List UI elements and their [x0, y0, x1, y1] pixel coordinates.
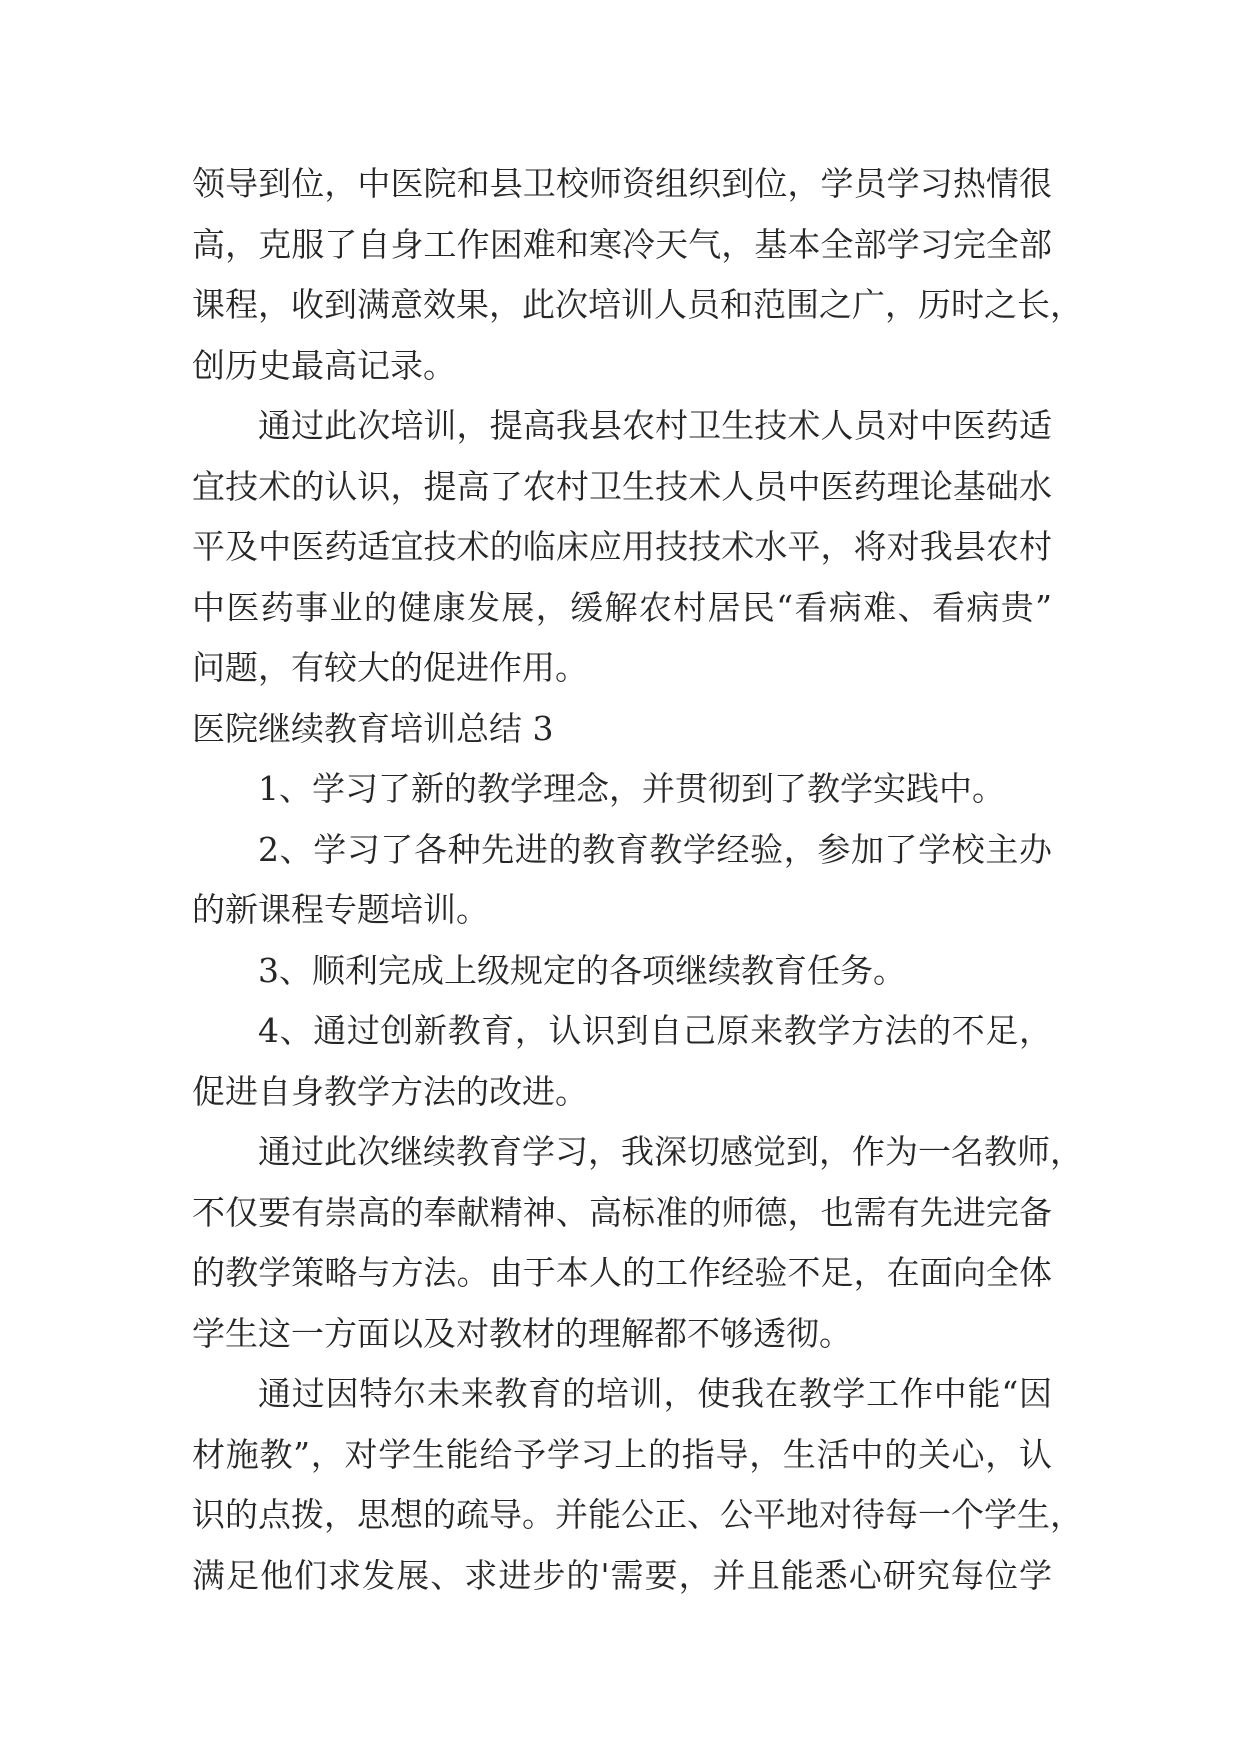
text-line: 识的点拨，思想的疏导。并能公正、公平地对待每一个学生，	[192, 1495, 1083, 1534]
text-line: 不仅要有崇高的奉献精神、高标准的师德，也需有先进完备	[192, 1192, 1052, 1232]
text-line: 的教学策略与方法。由于本人的工作经验不足，在面向全体	[192, 1253, 1052, 1292]
text-line: 通过此次培训，提高我县农村卫生技术人员对中医药适	[258, 406, 1052, 445]
text-line: 宜技术的认识，提高了农村卫生技术人员中医药理论基础水	[192, 466, 1052, 506]
text-line: 课程，收到满意效果，此次培训人员和范围之广，历时之长，	[192, 285, 1083, 324]
text-line: 高，克服了自身工作困难和寒冷天气，基本全部学习完全部	[192, 224, 1052, 264]
text-line: 材施教”，对学生能给予学习上的指导，生活中的关心，认	[192, 1434, 1052, 1474]
text-line: 1、学习了新的教学理念，并贯彻到了教学实践中。	[258, 769, 1005, 808]
text-line: 平及中医药适宜技术的临床应用技技术水平，将对我县农村	[192, 527, 1052, 566]
section-heading: 医院继续教育培训总结 3	[192, 708, 554, 748]
text-line: 3、顺利完成上级规定的各项继续教育任务。	[258, 950, 906, 990]
text-line: 领导到位，中医院和县卫校师资组织到位，学员学习热情很	[192, 164, 1052, 203]
text-line: 满足他们求发展、求进步的'需要，并且能悉心研究每位学	[192, 1555, 1052, 1595]
text-line: 促进自身教学方法的改进。	[192, 1071, 588, 1111]
text-line: 的新课程专题培训。	[192, 890, 489, 929]
text-line: 通过因特尔未来教育的培训，使我在教学工作中能“因	[258, 1374, 1052, 1413]
text-line: 创历史最高记录。	[192, 345, 456, 385]
text-line: 学生这一方面以及对教材的理解都不够透彻。	[192, 1313, 852, 1353]
text-line: 4、通过创新教育，认识到自己原来教学方法的不足，	[258, 1011, 1052, 1050]
document-body	[192, 154, 1083, 1606]
text-line: 通过此次继续教育学习，我深切感觉到，作为一名教师，	[258, 1132, 1083, 1171]
text-line: 2、学习了各种先进的教育教学经验，参加了学校主办	[258, 829, 1052, 869]
text-line: 问题，有较大的促进作用。	[192, 648, 588, 687]
text-line: 中医药事业的健康发展，缓解农村居民“看病难、看病贵”	[192, 587, 1052, 627]
